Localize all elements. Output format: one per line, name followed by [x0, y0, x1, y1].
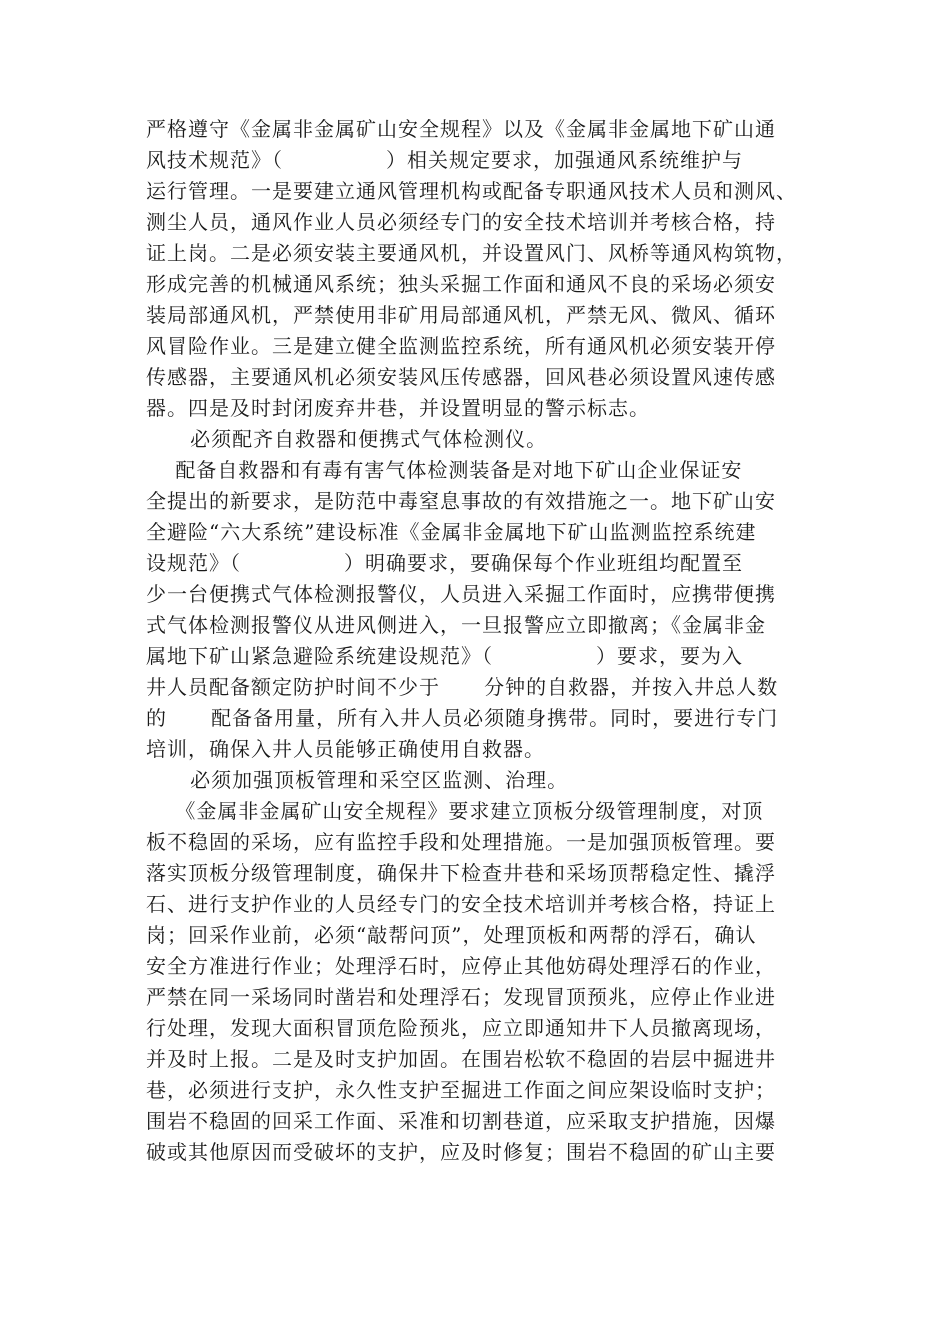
text-line: 井人员配备额定防护时间不少于 分钟的自救器，并按入井总人数	[146, 675, 779, 699]
text-line: 配备自救器和有毒有害气体检测装备是对地下矿山企业保证安	[146, 458, 743, 482]
text-line: 培训，确保入井人员能够正确使用自救器。	[146, 737, 545, 761]
text-line: 式气体检测报警仪从进风侧进入，一旦报警应立即撤离；《金属非金	[146, 613, 766, 637]
section-heading: 必须加强顶板管理和采空区监测、治理。	[146, 768, 569, 792]
text-line: 风冒险作业。三是建立健全监测监控系统，所有通风机必须安装开停	[146, 334, 776, 358]
text-line: 围岩不稳固的回采工作面、采准和切割巷道，应采取支护措施，因爆	[146, 1109, 776, 1133]
text-line: 证上岗。二是必须安装主要通风机，并设置风门、风桥等通风构筑物，	[146, 241, 797, 265]
text-line: 测尘人员，通风作业人员必须经专门的安全技术培训并考核合格，持	[146, 210, 776, 234]
text-line: 运行管理。一是要建立通风管理机构或配备专职通风技术人员和测风、	[146, 179, 797, 203]
text-line: 安全方准进行作业；处理浮石时，应停止其他妨碍处理浮石的作业，	[146, 954, 776, 978]
text-line: 风技术规范》（ ）相关规定要求，加强通风系统维护与	[146, 148, 744, 172]
text-line: 行处理，发现大面积冒顶危险预兆，应立即通知井下人员撤离现场，	[146, 1016, 776, 1040]
text-line: 石、进行支护作业的人员经专门的安全技术培训并考核合格，持证上	[146, 892, 776, 916]
text-line: 设规范》（ ）明确要求，要确保每个作业班组均配置至	[146, 551, 744, 575]
text-line: 严格遵守《金属非金属矿山安全规程》以及《金属非金属地下矿山通	[146, 117, 776, 141]
text-line: 严禁在同一采场同时凿岩和处理浮石；发现冒顶预兆，应停止作业进	[146, 985, 776, 1009]
text-line: 落实顶板分级管理制度，确保井下检查井巷和采场顶帮稳定性、撬浮	[146, 861, 776, 885]
text-line: 器。四是及时封闭废弃井巷，并设置明显的警示标志。	[146, 396, 650, 420]
text-line: 《金属非金属矿山安全规程》要求建立顶板分级管理制度，对顶	[146, 799, 764, 823]
text-line: 板不稳固的采场，应有监控手段和处理措施。一是加强顶板管理。要	[146, 830, 776, 854]
text-line: 全提出的新要求，是防范中毒窒息事故的有效措施之一。地下矿山安	[146, 489, 776, 513]
text-line: 巷，必须进行支护，永久性支护至掘进工作面之间应架设临时支护；	[146, 1078, 776, 1102]
text-line: 全避险“六大系统”建设标准《金属非金属地下矿山监测监控系统建	[146, 520, 757, 544]
text-line: 破或其他原因而受破坏的支护，应及时修复；围岩不稳固的矿山主要	[146, 1140, 776, 1164]
text-line: 少一台便携式气体检测报警仪，人员进入采掘工作面时，应携带便携	[146, 582, 776, 606]
text-line: 并及时上报。二是及时支护加固。在围岩松软不稳固的岩层中掘进井	[146, 1047, 776, 1071]
text-line: 形成完善的机械通风系统；独头采掘工作面和通风不良的采场必须安	[146, 272, 776, 296]
text-line: 岗；回采作业前，必须“敲帮问顶”，处理顶板和两帮的浮石，确认	[146, 923, 757, 947]
section-heading: 必须配齐自救器和便携式气体检测仪。	[146, 427, 548, 451]
text-line: 的 配备备用量，所有入井人员必须随身携带。同时，要进行专门	[146, 706, 779, 730]
text-line: 传感器，主要通风机必须安装风压传感器，回风巷必须设置风速传感	[146, 365, 776, 389]
text-line: 属地下矿山紧急避险系统建设规范》（ ）要求，要为入	[146, 644, 744, 668]
text-line: 装局部通风机，严禁使用非矿用局部通风机，严禁无风、微风、循环	[146, 303, 776, 327]
